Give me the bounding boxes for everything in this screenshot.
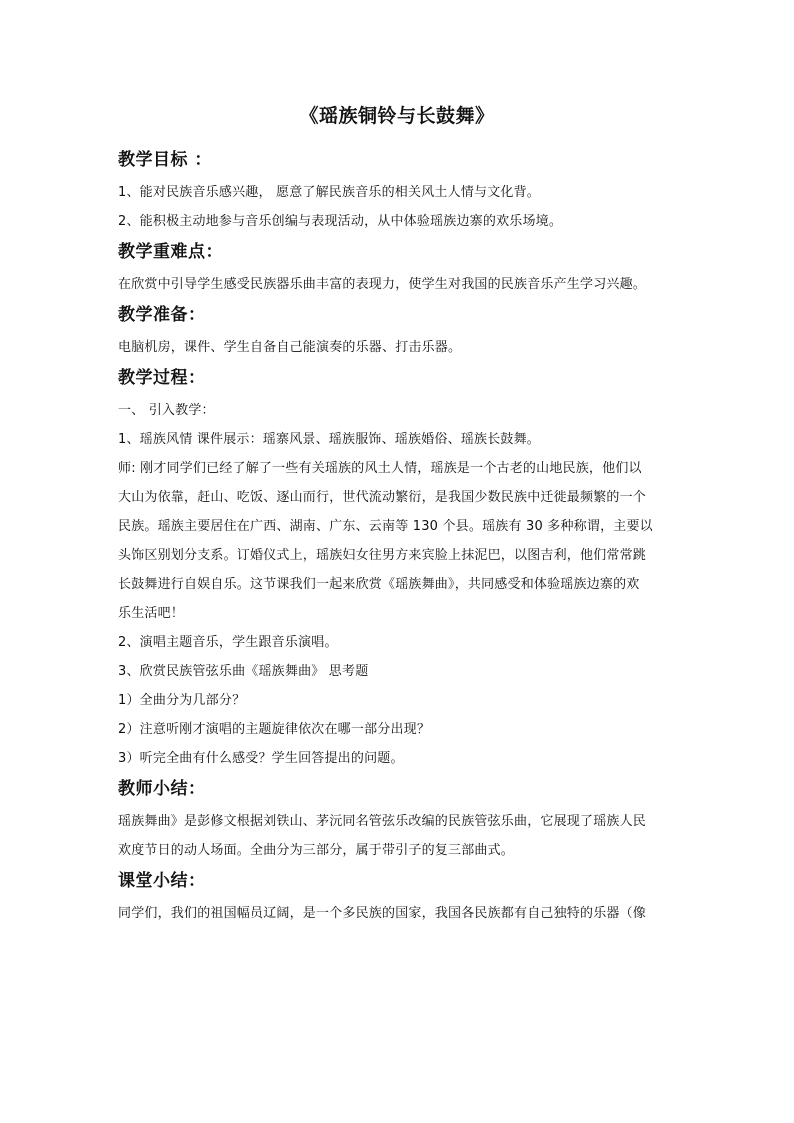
- process-question: 3）听完全曲有什么感受？学生回答提出的问题。: [118, 751, 404, 766]
- teacher-speech-line: 民族。瑶族主要居住在广西、湖南、广东、云南等 130 个县。瑶族有 30 多种称谓，主要以: [118, 519, 653, 534]
- objective-item: 2、能积极主动地参与音乐创编与表现活动，从中体验瑶族边寨的欢乐场境。: [118, 214, 563, 229]
- process-step-2: 2、演唱主题音乐，学生跟音乐演唱。: [118, 635, 338, 650]
- process-step-1: 1、瑶族风情 课件展示：瑶寨风景、瑶族服饰、瑶族婚俗、瑶族长鼓舞。: [118, 432, 541, 447]
- document-body: [118, 144, 680, 928]
- section-heading-class-summary: 课堂小结：: [118, 871, 206, 891]
- preparation-text: 电脑机房，课件、学生自备自己能演奏的乐器、打击乐器。: [118, 340, 462, 355]
- section-heading-teacher-summary: 教师小结：: [118, 779, 206, 799]
- process-question: 1）全曲分为几部分？: [118, 693, 246, 708]
- teacher-speech-line: 长鼓舞进行自娱自乐。这节课我们一起来欣赏《瑶族舞曲》，共同感受和体验瑶族边寨的欢: [118, 577, 640, 592]
- objective-item: 1、能对民族音乐感兴趣， 愿意了解民族音乐的相关风土人情与文化背。: [118, 185, 541, 200]
- teacher-summary-line: 欢度节日的动人场面。全曲分为三部分，属于带引子的复三部曲式。: [118, 843, 515, 858]
- teacher-summary-line: 瑶族舞曲》是彭修文根据刘铁山、茅沅同名管弦乐改编的民族管弦乐曲，它展现了瑶族人民: [118, 814, 647, 829]
- section-heading-preparation: 教学准备：: [118, 305, 206, 325]
- teacher-speech-line: 头饰区别划分支系。订婚仪式上，瑶族妇女往男方来宾脸上抹泥巴，以图吉利，他们常常跳: [118, 548, 647, 563]
- section-heading-key-points: 教学重难点：: [118, 242, 223, 262]
- teacher-speech-line: 师: 刚才同学们已经了解了一些有关瑶族的风土人情，瑶族是一个古老的山地民族，他们以: [118, 461, 642, 476]
- section-heading-objectives: 教学目标 ：: [118, 150, 212, 170]
- class-summary-line: 同学们，我们的祖国幅员辽阔，是一个多民族的国家，我国各民族都有自己独特的乐器（像: [118, 906, 647, 921]
- process-step-3: 3、欣赏民族管弦乐曲《瑶族舞曲》 思考题: [118, 664, 369, 679]
- section-heading-process: 教学过程：: [118, 368, 206, 388]
- process-intro: 一、 引入教学：: [118, 403, 215, 418]
- process-question: 2）注意听刚才演唱的主题旋律依次在哪一部分出现？: [118, 722, 431, 737]
- teacher-speech-line: 乐生活吧！: [118, 606, 185, 621]
- key-points-text: 在欣赏中引导学生感受民族器乐曲丰富的表现力，使学生对我国的民族音乐产生学习兴趣。: [118, 277, 647, 292]
- teacher-speech-line: 大山为依靠，赶山、吃饭、逐山而行，世代流动繁衍，是我国少数民族中迁徙最频繁的一个: [118, 490, 647, 505]
- document-title: 《瑶族铜铃与长鼓舞》: [299, 105, 495, 127]
